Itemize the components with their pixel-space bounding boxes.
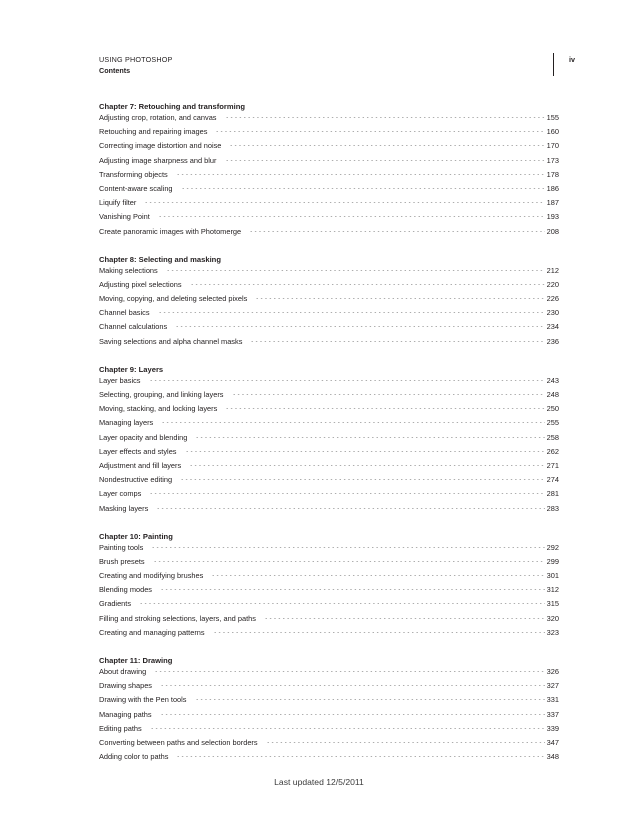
dot-leader xyxy=(160,589,545,590)
dot-leader xyxy=(185,451,545,452)
dot-leader xyxy=(176,756,544,757)
dot-leader xyxy=(250,341,544,342)
toc-entry-page[interactable]: 226 xyxy=(546,294,559,304)
toc-entry-title[interactable]: Layer opacity and blending xyxy=(99,432,188,442)
toc-entry-page[interactable]: 250 xyxy=(546,404,559,414)
dot-leader xyxy=(160,685,545,686)
toc-entry-page[interactable]: 248 xyxy=(546,390,559,399)
toc-entry-page[interactable]: 173 xyxy=(546,155,559,165)
toc-entry-page[interactable]: 193 xyxy=(546,212,559,222)
toc-entry-page[interactable]: 258 xyxy=(546,432,559,442)
chapter-heading: Chapter 10: Painting xyxy=(99,531,173,541)
toc-entry-title[interactable]: Drawing shapes xyxy=(99,681,152,691)
toc-entry[interactable] xyxy=(99,127,559,141)
toc-entry-title[interactable]: Correcting image distortion and noise xyxy=(99,141,222,151)
dot-leader xyxy=(175,326,544,327)
toc-entry-title[interactable]: About drawing xyxy=(99,667,147,676)
toc-entry[interactable] xyxy=(99,489,559,503)
dot-leader xyxy=(158,216,545,217)
toc-entry[interactable] xyxy=(99,404,559,418)
toc-entry[interactable] xyxy=(99,227,559,241)
toc-entry-page[interactable]: 255 xyxy=(546,418,559,428)
dot-leader xyxy=(149,380,545,381)
dot-leader xyxy=(264,618,545,619)
running-header-subtitle: Contents xyxy=(99,66,131,75)
toc-entry[interactable] xyxy=(99,170,559,184)
toc-entry-title[interactable]: Moving, stacking, and locking layers xyxy=(99,404,218,414)
toc-entry-title[interactable]: Blending modes xyxy=(99,585,153,595)
dot-leader xyxy=(225,408,544,409)
toc-entry-page[interactable]: 299 xyxy=(546,556,559,566)
toc-entry-page[interactable]: 230 xyxy=(546,308,559,318)
toc-entry-title[interactable]: Converting between paths and selection borders xyxy=(99,737,258,747)
toc-entry-title[interactable]: Nondestructive editing xyxy=(99,475,173,485)
dot-leader xyxy=(139,603,545,604)
toc-entry-title[interactable]: Retouching and repairing images xyxy=(99,127,208,137)
toc-entry[interactable] xyxy=(99,543,559,557)
dot-leader xyxy=(232,394,545,395)
toc-entry[interactable] xyxy=(99,113,559,127)
toc-entry-page[interactable]: 170 xyxy=(546,141,559,151)
toc-entry-title[interactable]: Drawing with the Pen tools xyxy=(99,695,187,705)
toc-entry-page[interactable]: 262 xyxy=(546,446,559,456)
toc-entry[interactable] xyxy=(99,322,559,336)
page-number: iv xyxy=(569,55,575,64)
toc-entry[interactable] xyxy=(99,198,559,212)
toc-entry[interactable] xyxy=(99,337,559,351)
toc-entry-title[interactable]: Vanishing Point xyxy=(99,212,150,222)
toc-entry[interactable] xyxy=(99,504,559,518)
dot-leader xyxy=(150,728,545,729)
toc-entry[interactable] xyxy=(99,433,559,447)
toc-entry[interactable] xyxy=(99,156,559,170)
dot-leader xyxy=(176,174,545,175)
toc-entry[interactable] xyxy=(99,557,559,571)
dot-leader xyxy=(151,547,544,548)
dot-leader xyxy=(255,298,544,299)
dot-leader xyxy=(189,465,545,466)
toc-entry[interactable] xyxy=(99,390,559,404)
toc-entry[interactable] xyxy=(99,475,559,489)
toc-entry-page[interactable]: 155 xyxy=(546,113,559,122)
dot-leader xyxy=(154,671,544,672)
dot-leader xyxy=(158,312,545,313)
toc-entry[interactable] xyxy=(99,681,559,695)
chapter-section xyxy=(99,100,559,241)
dot-leader xyxy=(166,270,545,271)
toc-entry-title[interactable]: Layer effects and styles xyxy=(99,446,177,456)
toc-entry-page[interactable]: 301 xyxy=(546,571,559,581)
toc-entry-title[interactable]: Creating and managing patterns xyxy=(99,627,205,637)
toc-entry-page[interactable]: 186 xyxy=(546,183,559,193)
dot-leader xyxy=(225,117,545,118)
toc-entry-page[interactable]: 208 xyxy=(546,226,559,236)
toc-entry[interactable] xyxy=(99,667,559,681)
footer-last-updated: Last updated 12/5/2011 xyxy=(274,777,364,787)
toc-entry-title[interactable]: Managing paths xyxy=(99,709,152,719)
toc-entry-page[interactable]: 326 xyxy=(546,667,559,676)
toc-entry[interactable] xyxy=(99,418,559,432)
dot-leader xyxy=(213,632,545,633)
toc-entry-title[interactable]: Content-aware scaling xyxy=(99,183,173,193)
toc-entry[interactable] xyxy=(99,571,559,585)
toc-entry[interactable] xyxy=(99,308,559,322)
toc-entry-title[interactable]: Creating and modifying brushes xyxy=(99,571,204,581)
table-of-contents xyxy=(99,100,559,778)
dot-leader xyxy=(225,160,545,161)
chapter-section xyxy=(99,363,559,518)
toc-entry-page[interactable]: 347 xyxy=(546,737,559,747)
toc-entry-title[interactable]: Adding color to paths xyxy=(99,752,169,762)
toc-entry[interactable] xyxy=(99,599,559,613)
toc-entry-title[interactable]: Layer basics xyxy=(99,375,141,385)
toc-entry-page[interactable]: 220 xyxy=(546,279,559,289)
dot-leader xyxy=(181,188,545,189)
chapter-heading: Chapter 9: Layers xyxy=(99,364,164,374)
dot-leader xyxy=(229,145,544,146)
toc-entry-page[interactable]: 292 xyxy=(546,542,559,552)
toc-entry-page[interactable]: 339 xyxy=(546,723,559,733)
dot-leader xyxy=(149,493,544,494)
toc-entry[interactable] xyxy=(99,376,559,390)
toc-entry-title[interactable]: Gradients xyxy=(99,599,132,609)
toc-entry[interactable] xyxy=(99,724,559,738)
toc-entry[interactable] xyxy=(99,585,559,599)
toc-entry[interactable] xyxy=(99,628,559,642)
toc-entry-page[interactable]: 274 xyxy=(546,475,559,485)
toc-entry[interactable] xyxy=(99,280,559,294)
chapter-heading: Chapter 7: Retouching and transforming xyxy=(99,102,245,111)
toc-entry-title[interactable]: Editing paths xyxy=(99,723,142,733)
dot-leader xyxy=(266,742,545,743)
toc-entry[interactable] xyxy=(99,738,559,752)
dot-leader xyxy=(195,699,545,700)
chapter-section xyxy=(99,654,559,766)
chapter-heading: Chapter 8: Selecting and masking xyxy=(99,254,221,264)
toc-entry-page[interactable]: 348 xyxy=(546,752,559,762)
toc-entry[interactable] xyxy=(99,294,559,308)
toc-entry-title[interactable]: Brush presets xyxy=(99,556,145,566)
running-header-title: USING PHOTOSHOP xyxy=(99,55,173,64)
dot-leader xyxy=(153,561,545,562)
toc-entry-page[interactable]: 178 xyxy=(546,169,559,179)
toc-entry-title[interactable]: Moving, copying, and deleting selected pixels xyxy=(99,294,248,304)
toc-entry-title[interactable]: Channel calculations xyxy=(99,322,168,332)
toc-entry-page[interactable]: 315 xyxy=(546,599,559,609)
toc-entry[interactable] xyxy=(99,184,559,198)
dot-leader xyxy=(161,422,544,423)
toc-entry-title[interactable]: Transforming objects xyxy=(99,169,168,179)
toc-entry-title[interactable]: Making selections xyxy=(99,265,158,275)
dot-leader xyxy=(211,575,544,576)
toc-entry-page[interactable]: 331 xyxy=(546,695,559,705)
toc-entry-title[interactable]: Channel basics xyxy=(99,308,150,318)
toc-entry[interactable] xyxy=(99,710,559,724)
toc-entry-title[interactable]: Layer comps xyxy=(99,489,142,499)
toc-entry-title[interactable]: Adjustment and fill layers xyxy=(99,460,182,470)
toc-entry-page[interactable]: 187 xyxy=(546,198,559,208)
toc-entry-page[interactable]: 283 xyxy=(546,503,559,513)
toc-entry-title[interactable]: Adjusting image sharpness and blur xyxy=(99,155,217,165)
toc-entry[interactable] xyxy=(99,614,559,628)
toc-entry-page[interactable]: 271 xyxy=(546,460,559,470)
toc-entry-title[interactable]: Saving selections and alpha channel masks xyxy=(99,336,243,346)
dot-leader xyxy=(249,231,545,232)
dot-leader xyxy=(190,284,545,285)
toc-entry[interactable] xyxy=(99,695,559,709)
toc-entry-page[interactable]: 236 xyxy=(546,336,559,346)
toc-entry-page[interactable]: 234 xyxy=(546,322,559,332)
toc-entry-title[interactable]: Create panoramic images with Photomerge xyxy=(99,226,242,236)
chapter-heading: Chapter 11: Drawing xyxy=(99,656,173,665)
toc-entry[interactable] xyxy=(99,266,559,280)
toc-entry-title[interactable]: Selecting, grouping, and linking layers xyxy=(99,390,224,399)
dot-leader xyxy=(180,479,545,480)
toc-entry-title[interactable]: Adjusting crop, rotation, and canvas xyxy=(99,113,217,122)
toc-entry-title[interactable]: Managing layers xyxy=(99,418,154,428)
toc-entry-page[interactable]: 327 xyxy=(546,681,559,691)
toc-entry[interactable] xyxy=(99,752,559,766)
dot-leader xyxy=(160,714,545,715)
toc-entry[interactable] xyxy=(99,461,559,475)
dot-leader xyxy=(195,437,544,438)
toc-entry-title[interactable]: Liquify filter xyxy=(99,198,137,208)
chapter-section xyxy=(99,530,559,642)
toc-entry-page[interactable]: 243 xyxy=(546,375,559,385)
toc-entry-page[interactable]: 281 xyxy=(546,489,559,499)
toc-entry[interactable] xyxy=(99,212,559,226)
header-divider xyxy=(553,53,554,76)
toc-entry-title[interactable]: Painting tools xyxy=(99,542,144,552)
toc-entry-page[interactable]: 320 xyxy=(546,613,559,623)
dot-leader xyxy=(215,131,544,132)
toc-entry-title[interactable]: Adjusting pixel selections xyxy=(99,279,182,289)
toc-entry-title[interactable]: Filling and stroking selections, layers, and paths xyxy=(99,613,256,623)
toc-entry[interactable] xyxy=(99,447,559,461)
toc-entry-page[interactable]: 337 xyxy=(546,709,559,719)
chapter-section xyxy=(99,253,559,351)
toc-entry-page[interactable]: 160 xyxy=(546,127,559,137)
dot-leader xyxy=(156,508,544,509)
dot-leader xyxy=(144,202,544,203)
toc-entry-page[interactable]: 212 xyxy=(546,265,559,275)
toc-entry-page[interactable]: 312 xyxy=(546,585,559,595)
toc-entry[interactable] xyxy=(99,141,559,155)
toc-entry-page[interactable]: 323 xyxy=(546,627,559,637)
toc-entry-title[interactable]: Masking layers xyxy=(99,503,149,513)
